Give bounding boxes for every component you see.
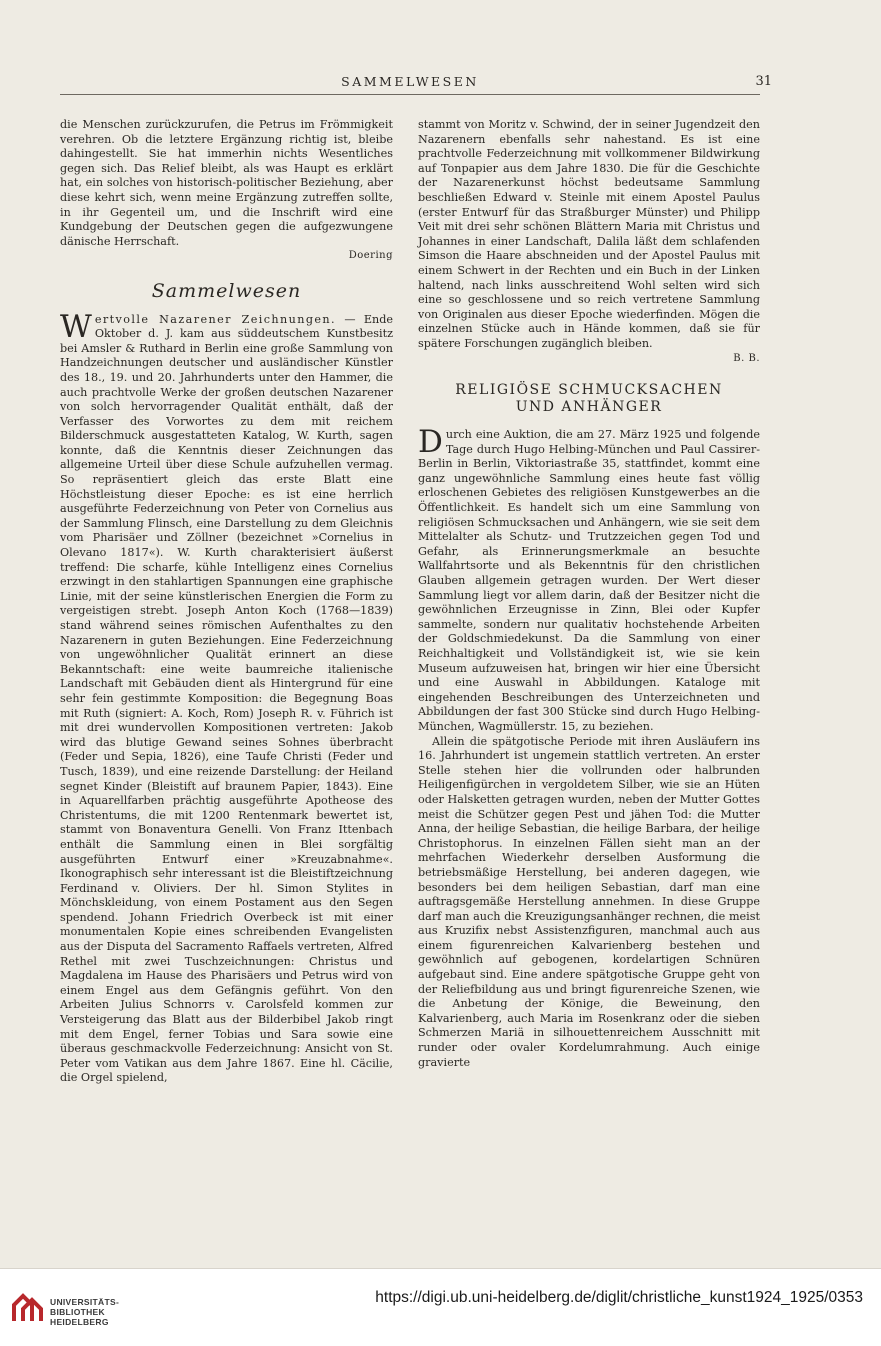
page-number: 31 xyxy=(755,74,772,89)
section-heading-sammelwesen: Sammelwesen xyxy=(151,279,302,302)
library-name-line2: BIBLIOTHEK xyxy=(50,1307,105,1317)
continuation-paragraph: stammt von Moritz v. Schwind, der in seiner Jugendzeit den Nazarenern ebenfalls sehr nahestand. Es ist eine prachtvolle Federzeichnung mit vollkommener Bildwirkung auf Tonpapier aus dem Jahre 1830. Die für die Geschichte der Nazarenerkunst höchst bedeutsame Sammlung beschließen Edward v. Steinle mit einem Apostel Paulus (erster Entwurf für das Straßburger Münster) und Philipp Veit mit drei sehr schönen Blättern Maria mit Christus und Johannes in einer Landschaft, Dalila läßt dem schlafenden Simson die Haare abschneiden und der Apostel Paulus mit einem Schwert in der Rechten und ein Buch in der Linken haltend, nach links ausschreitend Wohl selten wird sich eine so geschlossene und so reich vertretene Sammlung von Originalen aus dieser Epoche wiederfinden. Mögen die einzelnen Stücke auch in Hände kommen, daß sie für spätere Forschungen zugänglich bleiben. xyxy=(418,118,760,350)
dropcap-d: D xyxy=(418,424,443,461)
running-title: SAMMELWESEN xyxy=(341,74,479,89)
article-paragraph xyxy=(60,308,393,1086)
permalink-url[interactable]: https://digi.ub.uni-heidelberg.de/diglit/christliche_kunst1924_1925/0353 xyxy=(375,1289,863,1306)
library-name xyxy=(50,1297,119,1327)
left-column xyxy=(60,118,393,1086)
library-name-line3: HEIDELBERG xyxy=(50,1317,109,1327)
dropcap-w: W xyxy=(60,308,92,345)
continuation-signature: B. B. xyxy=(733,352,760,364)
section-heading-religioese-schmucksachen: RELIGIÖSE SCHMUCKSACHEN UND ANHÄNGER xyxy=(455,382,723,416)
article-body: — Ende Oktober d. J. kam aus süddeutschem Kunstbesitz bei Amsler & Ruthard in Berlin eine große Sammlung von Handzeichnungen deutscher und ausländischer Künstler des 18., 19. und 20. Jahrhunderts unter den Hammer, die auch prachtvolle Werke der großen deutschen Nazarener von solch hervorragender Qualität enthält, daß der Verfasser des Vorwortes zu dem mit reichem Bilderschmuck ausgestatteten Katalog, W. Kurth, sagen konnte, daß die Kenntnis dieser Zeichnungen das allgemeine Urteil über diese Schule aufzuhellen vermag. So repräsentiert gleich das erste Blatt eine Höchstleistung dieser Epoche: es ist eine herrlich ausgeführte Federzeichnung von Peter von Cornelius aus der Sammlung Flinsch, eine Darstellung zu dem Gleichnis vom Pharisäer und Zöllner (bezeichnet »Cornelius in Olevano 1817«). W. Kurth charakterisiert äußerst treffend: Die scharfe, kühle Intelligenz eines Cornelius erzwingt in den stahlartigen Spannungen eine graphische Linie, mit der seine künstlerischen Energien die Form zu vergeistigen strebt. Joseph Anton Koch (1768—1839) stand während seines römischen Aufenthaltes zu den Nazarenern in guten Beziehungen. Eine Federzeichnung von ungewöhnlicher Qualität erinnert an diese Bekanntschaft: eine weite baumreiche italienische Landschaft mit Gebäuden dient als Hintergrund für eine sehr fein gestimmte Komposition: die Begegnung Boas mit Ruth (signiert: A. Koch, Rom) Joseph R. v. Führich ist mit drei wundervollen Kompositionen vertreten: Jakob wird das blutige Gewand seines Sohnes überbracht (Feder und Sepia, 1826), eine Taufe Christi (Feder und Tusch, 1839), und eine reizende Darstellung: der Heiland segnet Kinder (Bleistift auf braunem Papier, 1843). Eine in Aquarellfarben prächtig ausgeführte Apotheose des Christentums, die mit 1200 Rentenmark bewertet ist, stammt von Bonaventura Genelli. Von Franz Ittenbach enthält die Sammlung einen in Blei sorgfältig ausgeführten Entwurf einer »Kreuzabnahme«. Ikonographisch sehr interessant ist die Bleistiftzeichnung Ferdinand v. Oliviers. Der hl. Simon Stylites in Mönchskleidung, von einem Postament aus den Segen spendend. Johann Friedrich Overbeck ist mit einer monumentalen Kopie eines schreibenden Evangelisten aus der Disputa del Sacramento Raffaels vertreten, Alfred Rethel mit zwei Tuschzeichnungen: Christus und Magdalena im Hause des Pharisäers und Petrus wird von einem Engel aus dem Gefängnis geführt. Von den Arbeiten Julius Schnorrs v. Carolsfeld kommen zur Versteigerung das Blatt aus der Bilderbibel Jakob ringt mit dem Engel, ferner Tobias und Sara sowie eine überaus geschmackvolle Federzeichnung: Ansicht von St. Peter vom Vatikan aus dem Jahre 1867. Eine hl. Cäcilie, die Orgel spielend, xyxy=(60,312,393,1085)
schmuck-paragraph-1-text: urch eine Auktion, die am 27. März 1925 und folgende Tage durch Hugo Helbing-München und Paul Cassirer-Berlin in Berlin, Viktoriastraße 35, stattfindet, kommt eine ganz ungewöhnliche Sammlung eines heute fast völlig erloschenen Gebietes des religiösen Kunstgewerbes an die Öffentlichkeit. Es handelt sich um eine Sammlung von religiösen Schmucksachen und Anhängern, wie sie seit dem Mittelalter als Schutz- und Trutzzeichen gegen Tod und Gefahr, als Erinnerungsmerkmale an besuchte Wallfahrtsorte und als Bekenntnis für den christlichen Glauben allgemein getragen wurden. Der Wert dieser Sammlung liegt vor allem darin, daß der Besitzer nicht die gewöhnlichen Erzeugnisse in Zinn, Blei oder Kupfer sammelte, sondern nur qualitativ hochstehende Arbeiten der Goldschmiedekunst. Da die Sammlung von einer Reichhaltigkeit und Vollständigkeit ist, wie sie kein Museum aufzuweisen hat, bringen wir hier eine Übersicht und eine Auswahl in Abbildungen. Kataloge mit eingehenden Beschreibungen des Unterzeichneten und Abbildungen der fast 300 Stücke sind durch Hugo Helbing-München, Wagmüllerstr. 15, zu beziehen. xyxy=(418,428,760,733)
university-library-logo-icon xyxy=(10,1291,44,1325)
intro-signature: Doering xyxy=(348,250,393,262)
library-name-line1: UNIVERSITÄTS- xyxy=(50,1297,120,1307)
running-head xyxy=(60,72,772,95)
article-lead: ertvolle Nazarener Zeichnungen. xyxy=(94,312,336,326)
schmuck-paragraph-1 xyxy=(418,424,760,734)
right-column xyxy=(418,118,760,1070)
schmuck-paragraph-2: Allein die spätgotische Periode mit ihren Ausläufern ins 16. Jahrhundert ist ungemein stattlich vertreten. An erster Stelle stehen hier die vollrunden oder halbrunden Heiligenfigürchen in vergoldetem Silber, wie sie an Hüten oder Halsketten getragen wurden, neben der Mutter Gottes meist die Schützer gegen Pest und jähen Tod: die Mutter Anna, der heilige Sebastian, die heilige Barbara, der heilige Christophorus. In einzelnen Fällen sieht man an der mehrfachen Wiederkehr derselben Ausformung die betriebsmäßige Herstellung, bei anderen dagegen, wie besonders bei dem heiligen Sebastian, darf man eine auftragsgemäße Herstellung annehmen. In diese Gruppe darf man auch die Kreuzigungsanhänger rechnen, die meist aus Kruzifix nebst Assistenzfiguren, manchmal auch aus einem figurenreichen Kalvarienberg bestehen und gewöhnlich auf gebogenen, kordelartigen Schnüren aufgebaut sind. Eine andere spätgotische Gruppe geht von der Reliefbildung aus und bringt figurenreiche Szenen, wie die Anbetung der Könige, die Beweinung, den Kalvarienberg, auch Maria im Rosenkranz oder die sieben Schmerzen Mariä in silhouettenreichem Ausschnitt mit runder oder ovaler Kordelumrahmung. Auch einige gravierte xyxy=(418,734,760,1069)
viewer-footer xyxy=(0,1268,881,1346)
intro-paragraph: die Menschen zurückzurufen, die Petrus im Frömmigkeit verehren. Ob die letztere Ergänzung richtig ist, bleibe dahingestellt. Sie hat immerhin nichts Wesentliches gegen sich. Das Relief bleibt, als was Haupt es erklärt hat, ein solches von historisch-politischer Beziehung, aber diese kehrt sich, wenn meine Ergänzung zutreffen sollte, in ihr Gegenteil um, und die Inschrift wird eine Kundgebung der Deutschen gegen die aufgezwungene dänische Herrschaft. xyxy=(60,118,393,248)
